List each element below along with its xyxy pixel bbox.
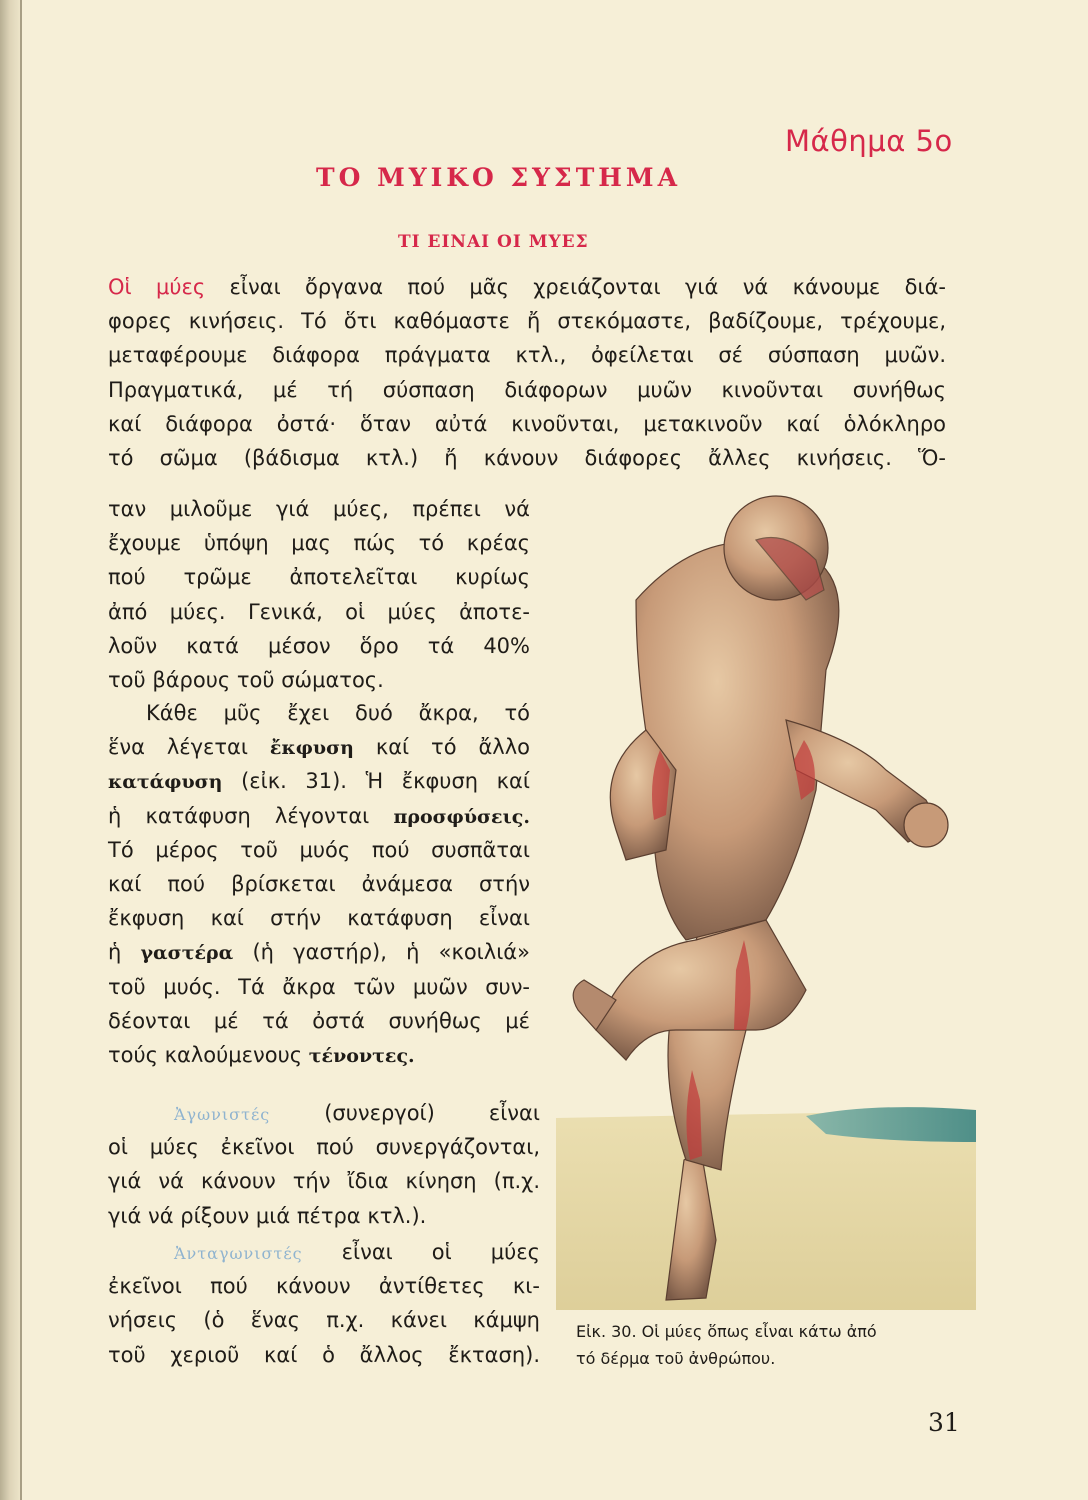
term-agonists: Ἀγωνιστές [174, 1105, 271, 1124]
text-line: ἕνα λέγεται ἔκφυση καί τό ἄλλο [108, 735, 531, 760]
term-belly: γαστέρα [140, 942, 234, 965]
page-number: 31 [928, 1408, 960, 1437]
term-origin: ἔκφυση [269, 737, 354, 760]
text-line: τούς καλούμενους τένοντες. [108, 1042, 415, 1067]
text-line: καί διάφορα ὀστά· ὅταν αὐτά κινοῦνται, μετακινοῦν καί ὁλόκληρο [108, 411, 946, 436]
text-line: ἡ κατάφυση λέγονται προσφύσεις. [108, 803, 530, 828]
text-line: καί πού βρίσκεται ἀνάμεσα στήν [108, 871, 530, 896]
text-line: ἐκεῖνοι πού κάνουν ἀντίθετες κι- [108, 1274, 540, 1299]
term-antagonists: Ἀνταγωνιστές [174, 1244, 303, 1263]
text-line: Τό μέρος τοῦ μυός πού συσπᾶται [108, 837, 530, 862]
text-line: ἔχουμε ὑπόψη μας πώς τό κρέας [108, 531, 530, 556]
term-tendons: τένοντες. [308, 1044, 415, 1067]
text-line: τό σῶμα (βάδισμα κτλ.) ἤ κάνουν διάφορες ἄλλες κινήσεις. Ὅ- [108, 445, 946, 470]
text-line: φορες κινήσεις. Τό ὅτι καθόμαστε ἤ στεκόμαστε, βαδίζουμε, τρέχουμε, [108, 309, 946, 334]
agonists-paragraph [108, 1096, 540, 1233]
text-line: νήσεις (ὁ ἕνας π.χ. κάνει κάμψη [108, 1308, 540, 1333]
text-line: πού τρῶμε ἀποτελεῖται κυρίως [108, 565, 530, 590]
lesson-label: Μάθημα 5ο [785, 124, 953, 158]
text-line: Ἀνταγωνιστές εἶναι οἱ μύες [174, 1240, 540, 1264]
text-line: ἔκφυση καί στήν κατάφυση εἶναι [108, 906, 530, 931]
text-line: Κάθε μῦς ἔχει δυό ἄκρα, τό [146, 701, 530, 725]
text-line: Ἀγωνιστές (συνεργοί) εἶναι [174, 1101, 540, 1125]
lead-term: Οἱ μύες [108, 275, 206, 299]
text-line: ἀπό μύες. Γενικά, οἱ μύες ἀποτε- [108, 599, 530, 624]
text-line: κατάφυση (εἰκ. 31). Ἡ ἔκφυση καί [108, 769, 530, 794]
text-line: τοῦ βάρους τοῦ σώματος. [108, 667, 384, 692]
caption-line: τό δέρμα τοῦ ἀνθρώπου. [576, 1349, 776, 1368]
section-subtitle: ΤΙ ΕΙΝΑΙ ΟΙ ΜΥΕΣ [398, 232, 589, 252]
text-line: τοῦ μυός. Τά ἄκρα τῶν μυῶν συν- [108, 974, 530, 999]
text-line: εἶναι ὄργανα πού μᾶς χρειάζονται γιά νά κάνουμε διά- [229, 275, 947, 299]
text-line: γιά νά ρίξουν μιά πέτρα κτλ.). [108, 1203, 427, 1228]
text-line: τοῦ χεριοῦ καί ὁ ἄλλος ἔκταση). [108, 1342, 540, 1367]
text-line: λοῦν κατά μέσον ὅρο τά 40% [108, 633, 530, 658]
muscular-runner-illustration [556, 470, 976, 1310]
term-attachments: προσφύσεις. [393, 805, 530, 828]
text-line: ταν μιλοῦμε γιά μύες, πρέπει νά [108, 497, 530, 521]
intro-paragraph-wide [108, 270, 946, 475]
text-line: Πραγματικά, μέ τή σύσπαση διάφορων μυῶν κινοῦνται συνήθως [108, 377, 946, 402]
antagonists-paragraph [108, 1235, 540, 1372]
text-line: μεταφέρουμε διάφορα πράγματα κτλ., ὀφείλεται σέ σύσπαση μυῶν. [108, 343, 946, 368]
insertion-paragraph [108, 696, 530, 1072]
term-insertion: κατάφυση [108, 771, 223, 794]
text-line: γιά νά κάνουν τήν ἴδια κίνηση (π.χ. [108, 1169, 540, 1194]
intro-paragraph-narrow [108, 492, 530, 697]
chapter-title: ΤΟ ΜΥΙΚΟ ΣΥΣΤΗΜΑ [316, 163, 682, 192]
text-line: οἱ μύες ἐκεῖνοι πού συνεργάζονται, [108, 1135, 540, 1160]
text-line: δέονται μέ τά ὀστά συνήθως μέ [108, 1008, 530, 1033]
figure-caption [576, 1318, 976, 1372]
caption-line: Εἰκ. 30. Οἱ μύες ὅπως εἶναι κάτω ἀπό [576, 1322, 877, 1341]
book-gutter [0, 0, 22, 1500]
text-line: ἡ γαστέρα (ἡ γαστήρ), ἡ «κοιλιά» [108, 940, 530, 965]
